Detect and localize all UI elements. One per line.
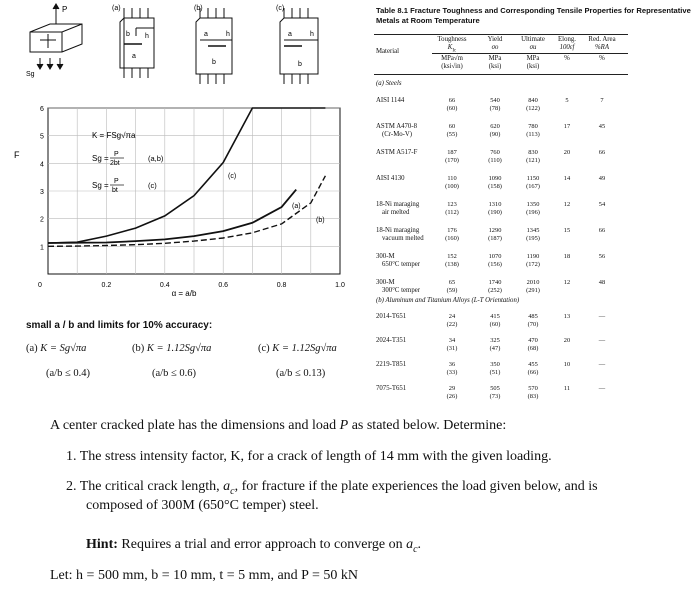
- alloy-cell-ra: —: [598, 385, 606, 392]
- chart-curves: [48, 108, 325, 246]
- steel-cell-e: 14: [563, 175, 571, 182]
- formula-c-expr: K = 1.12Sg√πa: [272, 343, 337, 354]
- accuracy-title: small a / b and limits for 10% accuracy:: [26, 320, 213, 331]
- steel-material: [376, 253, 420, 269]
- steel-cell-y: [480, 175, 510, 191]
- header-ultimate-unit2: (ksi): [526, 63, 540, 70]
- steel-material: [376, 201, 419, 217]
- cell-value: 1090: [488, 175, 502, 182]
- steel-cell-k: [434, 123, 470, 139]
- fracture-toughness-table: [374, 4, 700, 404]
- cell-value: 176: [447, 227, 457, 234]
- cell-value: 60: [448, 123, 456, 130]
- steel-cell-u: [514, 253, 552, 269]
- dim-b-label-c: b: [298, 61, 302, 68]
- steel-cell-k: [434, 97, 470, 113]
- cell-value: 1290: [488, 227, 502, 234]
- alloy-cell-k: [434, 385, 470, 401]
- cell-value: 540: [490, 97, 500, 104]
- specimen-c-label: (c): [276, 5, 285, 12]
- problem-intro-p: P: [339, 418, 349, 433]
- cell-value: 36: [448, 361, 456, 368]
- cell-value: 570: [528, 385, 538, 392]
- cell-value: 780: [528, 123, 538, 130]
- cell-value-ksi: (121): [526, 157, 540, 164]
- material-name: ASTM A517-F: [376, 149, 418, 156]
- steel-cell-k: [434, 149, 470, 165]
- cell-value-ksi: (51): [489, 369, 501, 376]
- steel-cell-ra: 66: [598, 227, 606, 234]
- x-axis-label: α = a/b: [171, 289, 197, 298]
- cell-value-ksi: (110): [488, 157, 502, 164]
- cell-value: 152: [447, 253, 457, 260]
- header-toughness-unit2: (ksi√in): [441, 63, 463, 70]
- material-name: 2024-T351: [376, 337, 407, 344]
- problem-item-1: 1. The stress intensity factor, K, for a crack of length of 14 mm with the given loading.: [66, 449, 552, 464]
- header-ultimate-title: Ultimate: [521, 36, 545, 43]
- cell-value: 187: [447, 149, 457, 156]
- problem-hint: [86, 535, 421, 559]
- legend-tag-c: (c): [148, 181, 157, 190]
- cell-value-ksi: (78): [489, 105, 501, 112]
- problem-item-2-b: , for fracture if the plate experiences the load given below, and is: [234, 479, 598, 494]
- steel-cell-ra: 56: [598, 253, 606, 260]
- alloy-cell-e: 13: [563, 313, 571, 320]
- cell-value-ksi: (138): [445, 261, 459, 268]
- cell-value-ksi: (47): [489, 345, 501, 352]
- cell-value: 760: [490, 149, 500, 156]
- material-name: 7075-T651: [376, 385, 407, 392]
- legend-sg-ab-num: P: [114, 151, 119, 158]
- cell-value: 1350: [526, 201, 540, 208]
- material-name: 300-M: [376, 253, 395, 260]
- cell-value: 840: [528, 97, 538, 104]
- series-line-a: [48, 190, 296, 243]
- steel-cell-ra: 54: [598, 201, 606, 208]
- cell-value: 65: [448, 279, 456, 286]
- formula-c: [258, 343, 337, 354]
- hint-label: Hint:: [86, 537, 118, 552]
- material-subname: vacuum melted: [382, 235, 424, 242]
- steel-cell-ra: 49: [598, 175, 606, 182]
- cell-value: 620: [490, 123, 500, 130]
- cell-value-ksi: (66): [527, 369, 539, 376]
- alloy-material: [376, 385, 406, 393]
- steel-cell-e: 18: [563, 253, 571, 260]
- y-tick-label: 4: [40, 161, 44, 169]
- formula-c-limit: (a/b ≤ 0.13): [276, 368, 326, 379]
- cell-value-ksi: (55): [446, 131, 458, 138]
- formula-a-label: (a): [26, 343, 38, 354]
- formula-b-limit: (a/b ≤ 0.6): [152, 368, 196, 379]
- legend-tag-ab: (a,b): [148, 154, 164, 163]
- hint-text: Requires a trial and error approach to converge on: [117, 537, 407, 552]
- cell-value-ksi: (68): [527, 345, 539, 352]
- header-yield-unit1: MPa: [488, 55, 502, 62]
- material-name: 18-Ni maraging: [376, 227, 420, 234]
- cell-value: 830: [528, 149, 538, 156]
- cell-value: 2010: [526, 279, 540, 286]
- alloy-cell-k: [434, 361, 470, 377]
- cell-value-ksi: (252): [488, 287, 502, 294]
- steel-cell-y: [480, 201, 510, 217]
- x-tick-label: 0.8: [276, 282, 287, 289]
- steel-cell-e: 15: [563, 227, 571, 234]
- formula-a-expr: K = Sg√πa: [40, 343, 87, 354]
- cell-value: 485: [528, 313, 538, 320]
- x-tick-label: 0.4: [159, 282, 170, 289]
- hint-end: .: [417, 537, 422, 552]
- cell-value: 24: [448, 313, 456, 320]
- cell-value: 1740: [488, 279, 502, 286]
- header-red-unit: %: [599, 55, 605, 62]
- steel-material: [376, 279, 420, 295]
- cell-value: 415: [490, 313, 500, 320]
- alloy-cell-e: 20: [563, 337, 571, 344]
- y-tick-label: 6: [40, 106, 44, 113]
- table-top-rule: [374, 34, 628, 35]
- cell-value: 505: [490, 385, 500, 392]
- cell-value: 455: [528, 361, 538, 368]
- alloy-material: [376, 361, 406, 369]
- cell-value: 1190: [526, 253, 540, 260]
- alloy-cell-e: 10: [563, 361, 571, 368]
- cell-value: 110: [447, 175, 457, 182]
- curve-label-c: (c): [228, 173, 237, 180]
- problem-intro: [50, 416, 506, 435]
- cell-value-ksi: (187): [488, 235, 502, 242]
- dim-b-label-a: b: [126, 31, 130, 38]
- steel-material: [376, 123, 417, 139]
- cell-value-ksi: (195): [526, 235, 540, 242]
- legend-sg-c-lhs: Sg =: [92, 181, 109, 190]
- stress-intensity-figure: [0, 0, 372, 400]
- load-p-label: P: [62, 5, 68, 14]
- curve-label-a: (a): [292, 203, 301, 210]
- header-toughness-units: [434, 55, 470, 71]
- steel-cell-y: [480, 253, 510, 269]
- specimen-b-label: (b): [194, 5, 203, 12]
- formula-a-limit: (a/b ≤ 0.4): [46, 368, 90, 379]
- cell-value-ksi: (190): [488, 209, 502, 216]
- alloy-cell-u: [514, 313, 552, 329]
- header-red-title: Red. Area: [588, 36, 616, 43]
- cell-value-ksi: (291): [526, 287, 540, 294]
- hint-ac: a: [406, 537, 414, 552]
- material-name: 2014-T651: [376, 313, 407, 320]
- specimen-b-drawing: [196, 8, 232, 84]
- header-ultimate-symbol: σu: [529, 44, 537, 51]
- cell-value-ksi: (100): [445, 183, 459, 190]
- table-caption-text: Fracture Toughness and Corresponding Tensile Properties for Representative Metals at Room Temperature: [376, 6, 691, 25]
- material-name: 300-M: [376, 279, 395, 286]
- alloy-material: [376, 337, 406, 345]
- header-bottom-rule: [374, 74, 628, 75]
- header-yield-symbol: σo: [491, 44, 499, 51]
- header-toughness-unit1: MPa√m: [441, 55, 463, 62]
- header-elong: [554, 36, 580, 52]
- formula-b: [132, 343, 211, 354]
- dim-h-label-c: h: [310, 31, 314, 38]
- material-name: 18-Ni maraging: [376, 201, 420, 208]
- header-yield-units: [480, 55, 510, 71]
- header-elong-unit: %: [564, 55, 570, 62]
- cell-value: 470: [528, 337, 538, 344]
- steel-cell-y: [480, 149, 510, 165]
- header-ultimate: [514, 36, 552, 52]
- cell-value-ksi: (167): [526, 183, 540, 190]
- problem-item-2-line2: composed of 300M (650°C temper) steel.: [86, 498, 319, 513]
- cell-value-ksi: (60): [446, 105, 458, 112]
- steel-cell-e: 17: [563, 123, 571, 130]
- steel-cell-k: [434, 201, 470, 217]
- specimen-and-chart-svg: [0, 0, 372, 300]
- steel-cell-y: [480, 123, 510, 139]
- legend-sg-ab-den: 2bt: [110, 160, 120, 167]
- cell-value-ksi: (170): [445, 157, 459, 164]
- cell-value: 1310: [488, 201, 502, 208]
- dim-a-label-a: a: [132, 53, 136, 60]
- alloy-cell-y: [480, 385, 510, 401]
- alloy-cell-ra: —: [598, 361, 606, 368]
- cell-value: 123: [447, 201, 457, 208]
- table-caption: [376, 6, 698, 26]
- legend-sg-ab-lhs: Sg =: [92, 154, 109, 163]
- steel-cell-ra: 7: [600, 97, 604, 104]
- curve-label-b: (b): [316, 217, 325, 224]
- header-yield-title: Yield: [487, 36, 503, 43]
- alloy-cell-k: [434, 337, 470, 353]
- section-steels: (a) Steels: [376, 80, 402, 87]
- cell-value-ksi: (113): [526, 131, 540, 138]
- cell-value-ksi: (112): [445, 209, 459, 216]
- alloy-material: [376, 313, 406, 321]
- alloy-cell-ra: —: [598, 337, 606, 344]
- legend-sg-c-num: P: [114, 178, 119, 185]
- steel-material: [376, 97, 404, 105]
- material-name: AISI 1144: [376, 97, 405, 104]
- table-caption-number: Table 8.1: [376, 6, 408, 15]
- y-tick-label: 1: [40, 244, 44, 252]
- alloy-cell-e: 11: [563, 385, 571, 392]
- steel-cell-k: [434, 175, 470, 191]
- problem-intro-b: as stated below. Determine:: [348, 418, 507, 433]
- cell-value: 66: [448, 97, 456, 104]
- steel-cell-k: [434, 253, 470, 269]
- dim-b-label-b: b: [212, 59, 216, 66]
- steel-cell-u: [514, 201, 552, 217]
- header-red-symbol: %RA: [595, 44, 609, 51]
- cell-value-ksi: (158): [488, 183, 502, 190]
- formula-c-label: (c): [258, 343, 270, 354]
- x-tick-label: 0.6: [218, 282, 229, 289]
- formula-b-label: (b): [132, 343, 145, 354]
- material-subname: 650°C temper: [382, 261, 421, 268]
- steel-cell-e: 20: [563, 149, 571, 156]
- cell-value-ksi: (22): [446, 321, 458, 328]
- cell-value-ksi: (59): [446, 287, 458, 294]
- steel-cell-k: [434, 279, 470, 295]
- y-tick-label: 3: [40, 189, 44, 196]
- problem-let-line: Let: h = 500 mm, b = 10 mm, t = 5 mm, and P = 50 kN: [50, 568, 358, 583]
- cell-value-ksi: (33): [446, 369, 458, 376]
- material-name: AISI 4130: [376, 175, 405, 182]
- specimen-a-drawing: [120, 8, 154, 78]
- header-mid-rule: [432, 53, 628, 54]
- cell-value-ksi: (70): [527, 321, 539, 328]
- material-name: ASTM A470-8: [376, 123, 417, 130]
- alloy-cell-y: [480, 361, 510, 377]
- header-elong-symbol: 100εf: [559, 44, 575, 51]
- steel-cell-u: [514, 227, 552, 243]
- header-toughness-symbol: $K_{Ic}$: [447, 44, 457, 54]
- problem-item-2-sub: c: [230, 485, 235, 497]
- alloy-cell-u: [514, 361, 552, 377]
- cell-value: 350: [490, 361, 500, 368]
- cell-value-ksi: (73): [489, 393, 501, 400]
- steel-cell-ra: 66: [598, 149, 606, 156]
- dim-a-label-b: a: [204, 31, 208, 38]
- steel-cell-ra: 48: [598, 279, 606, 286]
- formula-b-expr: K = 1.12Sg√πa: [146, 343, 212, 354]
- steel-cell-y: [480, 227, 510, 243]
- legend-sg-c-den: bt: [112, 187, 118, 194]
- steel-material: [376, 175, 405, 183]
- material-subname: 300°C temper: [382, 287, 421, 294]
- header-yield: [480, 36, 510, 52]
- steel-cell-y: [480, 279, 510, 295]
- cell-value-ksi: (196): [526, 209, 540, 216]
- x-tick-label: 0: [38, 282, 42, 289]
- steel-cell-y: [480, 97, 510, 113]
- steel-cell-u: [514, 175, 552, 191]
- cell-value-ksi: (60): [489, 321, 501, 328]
- problem-item-2-a: 2. The critical crack length,: [66, 479, 224, 494]
- x-tick-label: 1.0: [335, 282, 345, 289]
- load-sg-label: Sg: [26, 71, 35, 78]
- legend-k-formula: K = FSg√πa: [92, 131, 136, 140]
- steel-cell-e: 12: [563, 201, 571, 208]
- cell-value-ksi: (90): [489, 131, 501, 138]
- material-subname: (Cr-Mo-V): [382, 131, 413, 138]
- steel-cell-k: [434, 227, 470, 243]
- header-ultimate-units: [514, 55, 552, 71]
- alloy-cell-u: [514, 385, 552, 401]
- x-tick-label: 0.2: [101, 282, 112, 289]
- problem-item-2-ac: a: [223, 479, 231, 494]
- cell-value: 34: [448, 337, 456, 344]
- header-red-area: [580, 36, 624, 52]
- hint-sub: c: [413, 543, 418, 555]
- header-yield-unit2: (ksi): [488, 63, 502, 70]
- y-tick-label: 2: [40, 216, 44, 224]
- cell-value-ksi: (26): [446, 393, 458, 400]
- steel-cell-u: [514, 279, 552, 295]
- header-elong-title: Elong.: [558, 36, 576, 43]
- alloy-cell-ra: —: [598, 313, 606, 320]
- steel-cell-u: [514, 123, 552, 139]
- cell-value-ksi: (31): [446, 345, 458, 352]
- specimen-a-label: (a): [112, 5, 121, 12]
- steel-material: [376, 227, 424, 243]
- dim-a-label-c: a: [288, 31, 292, 38]
- cell-value-ksi: (172): [526, 261, 540, 268]
- alloy-cell-u: [514, 337, 552, 353]
- steel-cell-u: [514, 149, 552, 165]
- steel-cell-u: [514, 97, 552, 113]
- header-toughness-title: Toughness: [437, 36, 467, 43]
- cell-value-ksi: (160): [445, 235, 459, 242]
- cell-value-ksi: (83): [527, 393, 539, 400]
- steel-material: [376, 149, 417, 157]
- problem-intro-a: A center cracked plate has the dimensions and load: [50, 418, 340, 433]
- alloy-cell-y: [480, 337, 510, 353]
- header-material: Material: [376, 48, 400, 55]
- header-ultimate-unit1: MPa: [526, 55, 540, 62]
- steel-cell-e: 12: [563, 279, 571, 286]
- cell-value: 1345: [526, 227, 540, 234]
- material-name: 2219-T851: [376, 361, 407, 368]
- section-alloys: (b) Aluminum and Titanium Alloys (L-T Orientation): [376, 297, 520, 304]
- cell-value-ksi: (122): [526, 105, 540, 112]
- y-axis-label: F: [14, 150, 20, 160]
- series-line-b: [48, 176, 325, 247]
- dim-h-label-a: h: [145, 33, 149, 40]
- steel-cell-ra: 45: [598, 123, 606, 130]
- alloy-cell-k: [434, 313, 470, 329]
- cell-value-ksi: (156): [488, 261, 502, 268]
- cell-value: 1070: [488, 253, 502, 260]
- alloy-cell-y: [480, 313, 510, 329]
- material-subname: air melted: [382, 209, 410, 216]
- cell-value: 29: [448, 385, 456, 392]
- y-tick-label: 5: [40, 133, 44, 141]
- steel-cell-e: 5: [565, 97, 569, 104]
- specimen-general-drawing: [30, 4, 82, 69]
- dim-h-label-b: h: [226, 31, 230, 38]
- cell-value: 1150: [526, 175, 540, 182]
- formula-a: [26, 343, 86, 354]
- specimen-c-drawing: [280, 8, 318, 84]
- header-toughness-k: K: [447, 44, 453, 51]
- cell-value: 325: [490, 337, 500, 344]
